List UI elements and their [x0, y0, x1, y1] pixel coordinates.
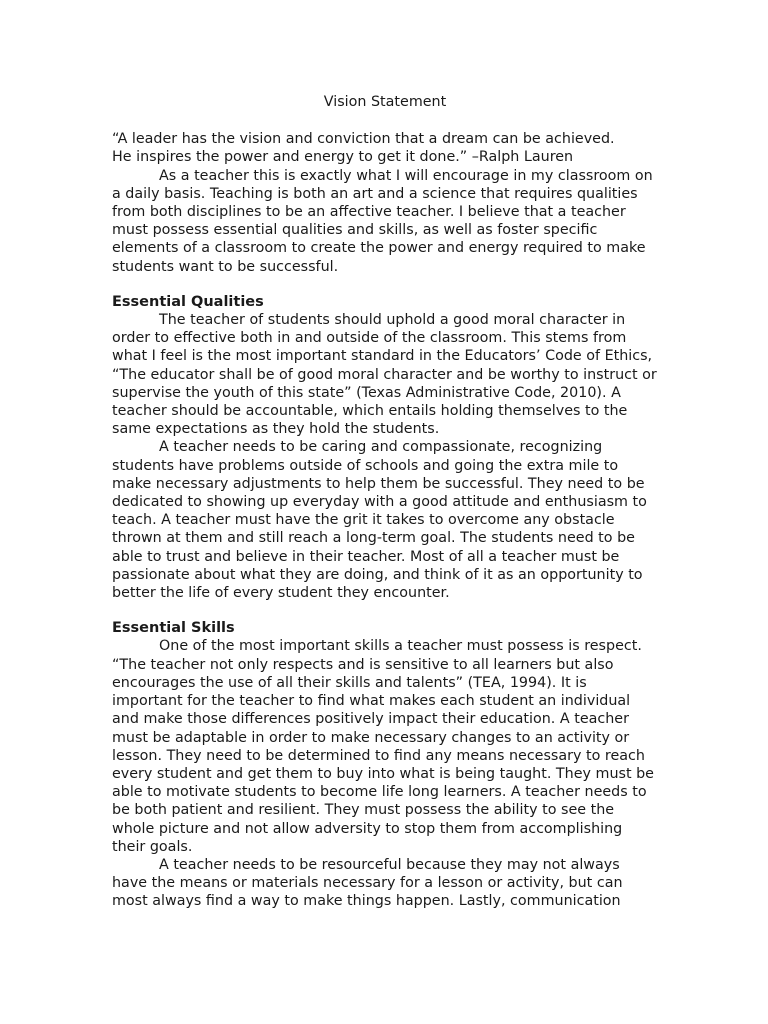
intro-paragraph: As a teacher this is exactly what I will encourage in my classroom on a daily basis. Teaching is both an art and a science that requires qualities from both disciplines to be an affective teacher. I believe that a teacher must possess essential qualities and skills, as well as foster specific elements of a classroom to create the power and energy required to make students want to be successful. — [112, 167, 653, 275]
section-heading-qualities: Essential Qualities — [112, 293, 264, 310]
document-page — [112, 93, 658, 911]
document-title: Vision Statement — [323, 94, 447, 110]
skills-paragraph-2: A teacher needs to be resourceful because they may not always have the means or materials necessary for a lesson or activity, but can most always find a way to make things happen. Lastly, communication — [112, 856, 623, 910]
qualities-paragraph-2: A teacher needs to be caring and compassionate, recognizing students have problems outside of schools and going the extra mile to make necessary adjustments to help them be successful. They need to be dedicated to showing up everyday with a good attitude and enthusiasm to teach. A teacher must have the grit it takes to overcome any obstacle thrown at them and still reach a long-term goal. The students need to be able to trust and believe in their teacher. Most of all a teacher must be passionate about what they are doing, and think of it as an opportunity to better the life of every student they encounter. — [112, 439, 647, 602]
section-heading-skills: Essential Skills — [112, 620, 235, 637]
quote-line-1: “A leader has the vision and conviction that a dream can be achieved. — [112, 131, 615, 148]
quote-line-2: He inspires the power and energy to get it done.” –Ralph Lauren — [112, 149, 574, 166]
qualities-paragraph-1: The teacher of students should uphold a good moral character in order to effective both in and outside of the classroom. This stems from what I feel is the most important standard in the Educators’ Code of Ethics, “The educator shall be of good moral character and be worthy to instruct or supervise the youth of this state” (Texas Administrative Code, 2010). A teacher should be accountable, which entails holding themselves to the same expectations as they hold the students. — [112, 312, 657, 438]
skills-paragraph-1: One of the most important skills a teacher must possess is respect. “The teacher not only respects and is sensitive to all learners but also encourages the use of all their skills and talents” (TEA, 1994). It is important for the teacher to find what makes each student an individual and make those differences positively impact their education. A teacher must be adaptable in order to make necessary changes to an activity or lesson. They need to be determined to find any means necessary to reach every student and get them to buy into what is being taught. They must be able to motivate students to become life long learners. A teacher needs to be both patient and resilient. They must possess the ability to see the whole picture and not allow adversity to stop them from accomplishing their goals. — [112, 638, 654, 855]
